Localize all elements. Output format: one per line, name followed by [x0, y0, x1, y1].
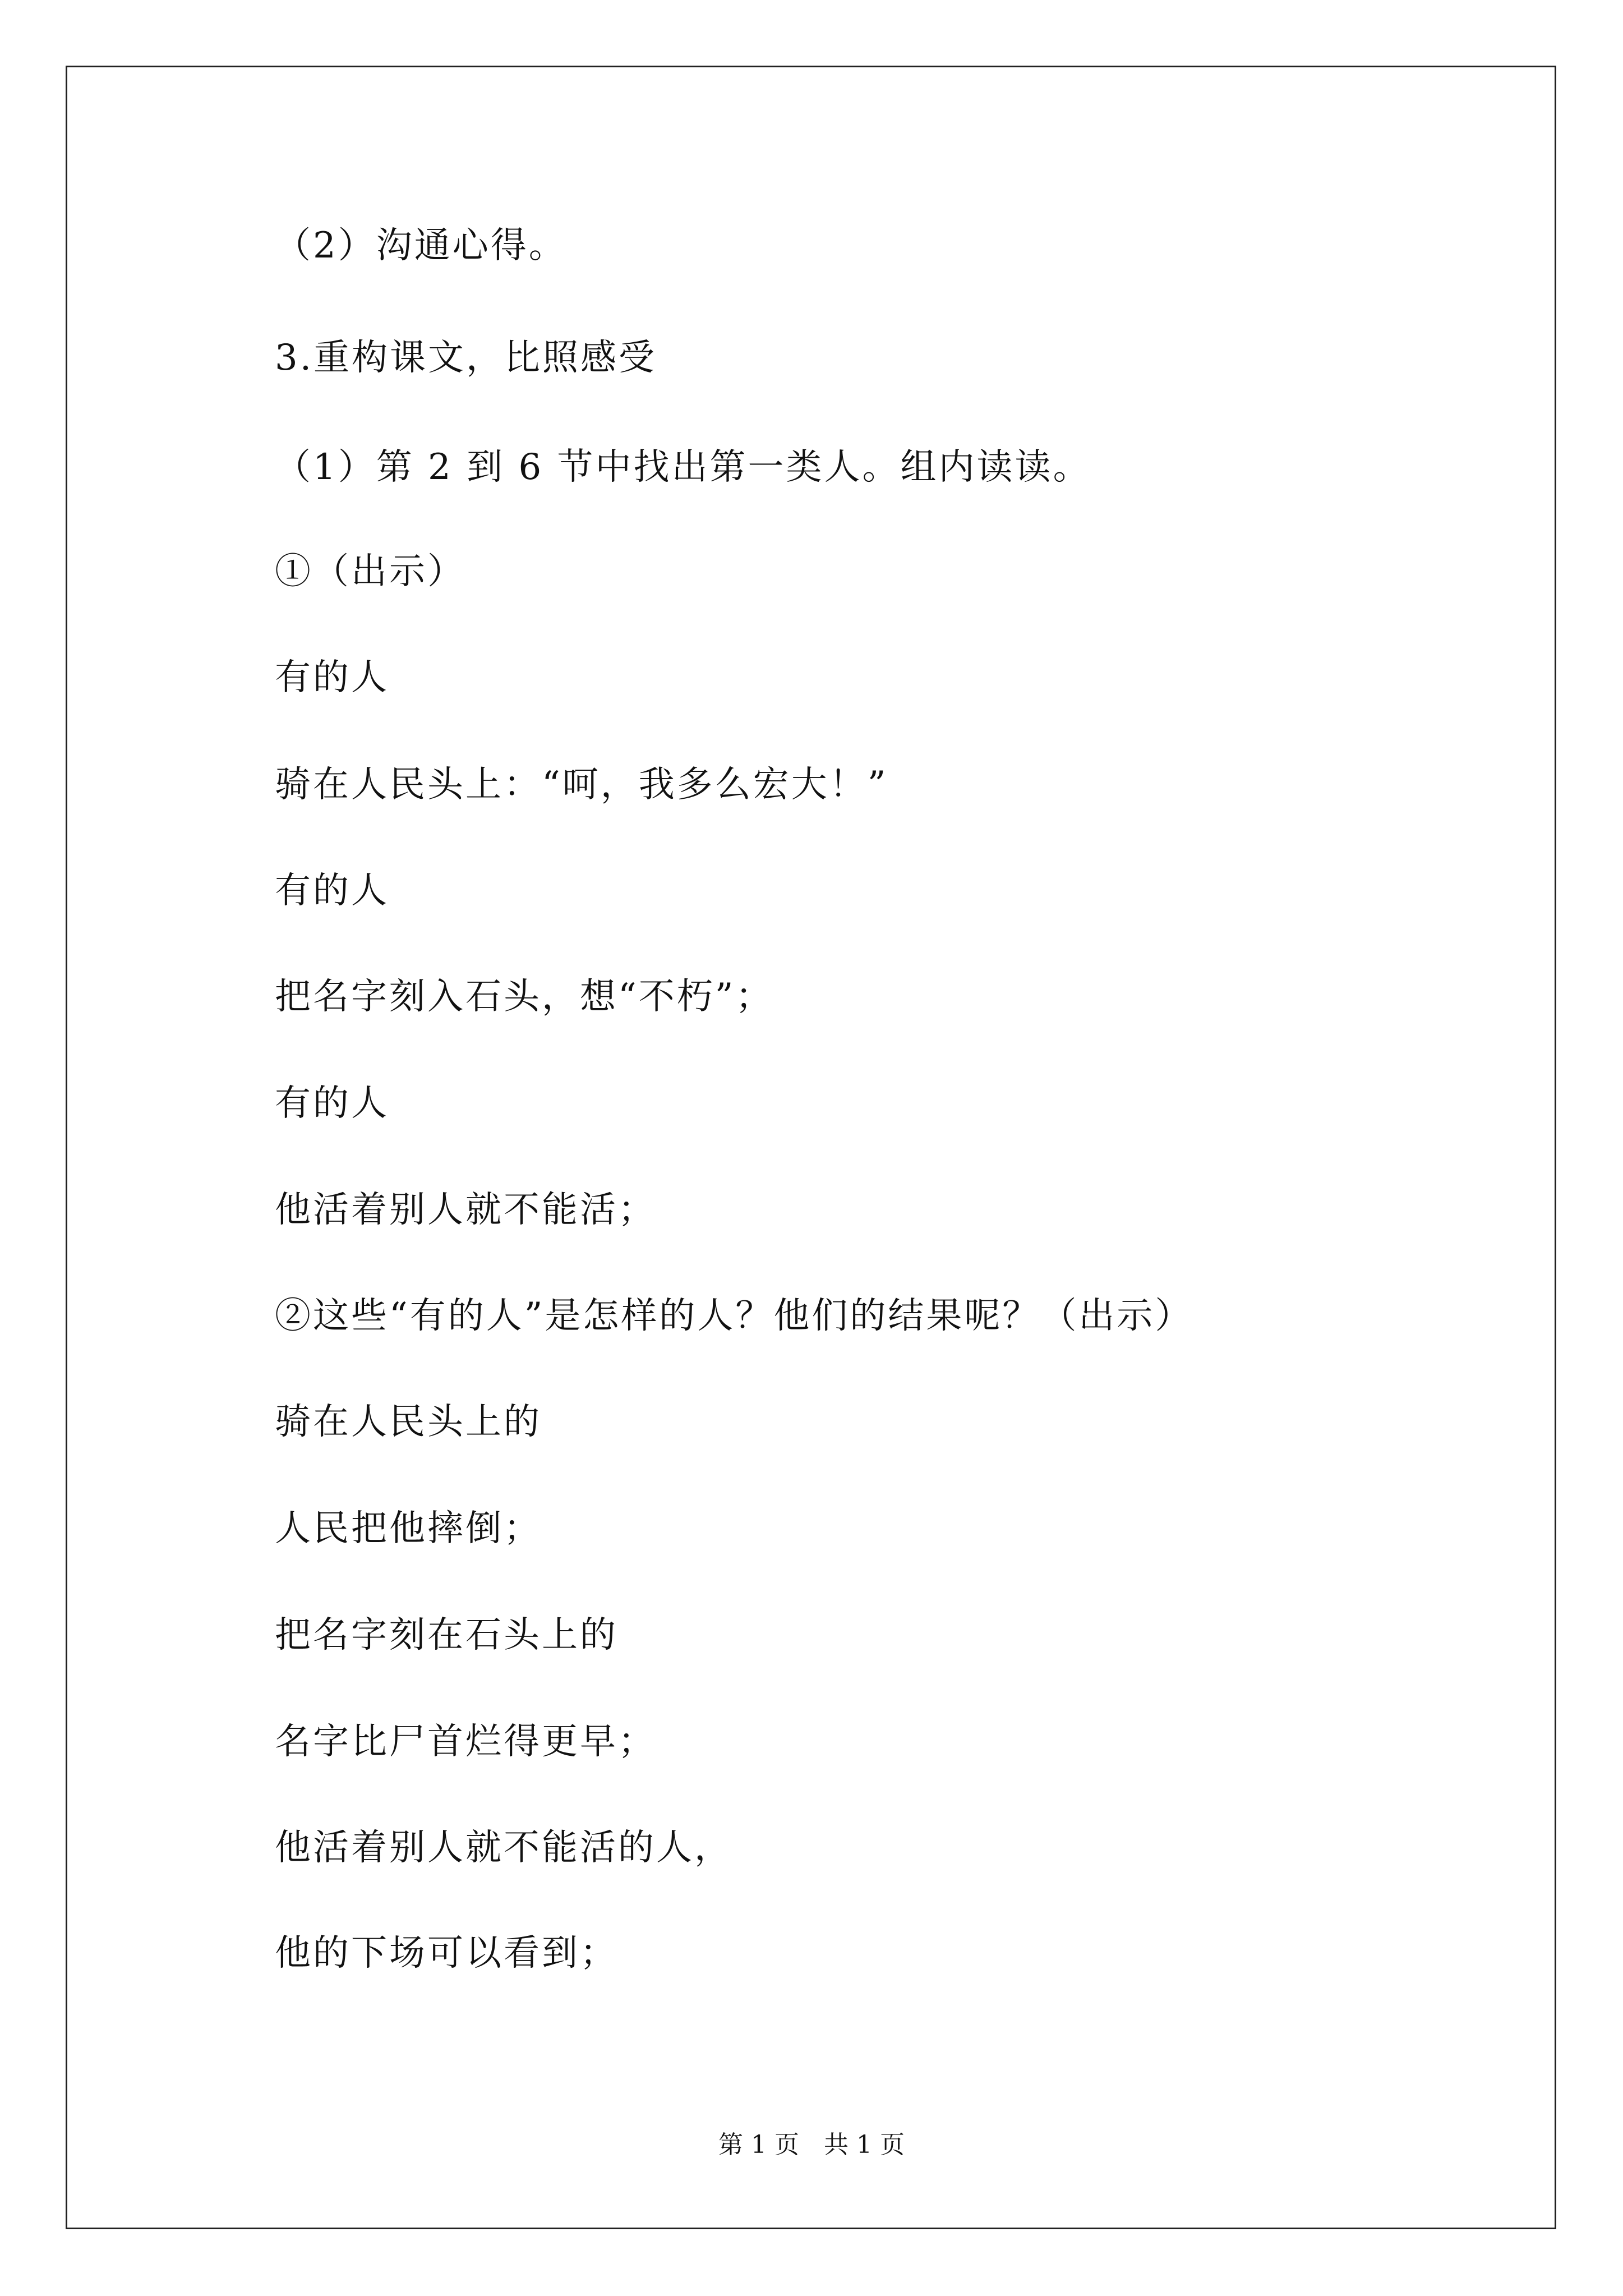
text-line: 骑在人民头上的	[275, 1401, 542, 1443]
text-line: 他的下场可以看到；	[275, 1932, 618, 1974]
text-line: 有的人	[275, 657, 389, 698]
text-line: 把名字刻在石头上的	[275, 1614, 618, 1656]
text-line: （2）沟通心得。	[275, 225, 567, 266]
text-line: 骑在人民头上：“呵，我多么宏大！”	[275, 764, 888, 806]
text-line: 他活着别人就不能活的人，	[275, 1827, 732, 1869]
text-line: 3.重构课文，比照感受	[275, 337, 657, 379]
text-line: （1）第 2 到 6 节中找出第一类人。组内读读。	[275, 447, 1091, 488]
text-line: 把名字刻入石头，想“不朽”；	[275, 976, 774, 1018]
text-line: ②这些“有的人”是怎样的人？他们的结果呢？（出示）	[275, 1295, 1193, 1337]
text-line: 有的人	[275, 1083, 389, 1124]
page-border	[66, 66, 1556, 2229]
text-line: 他活着别人就不能活；	[275, 1189, 656, 1231]
text-line: ①（出示）	[275, 551, 465, 592]
text-line: 名字比尸首烂得更早；	[275, 1721, 656, 1763]
page-footer: 第 1 页 共 1 页	[718, 2131, 905, 2159]
text-line: 有的人	[275, 870, 389, 912]
text-line: 人民把他摔倒；	[275, 1508, 542, 1549]
